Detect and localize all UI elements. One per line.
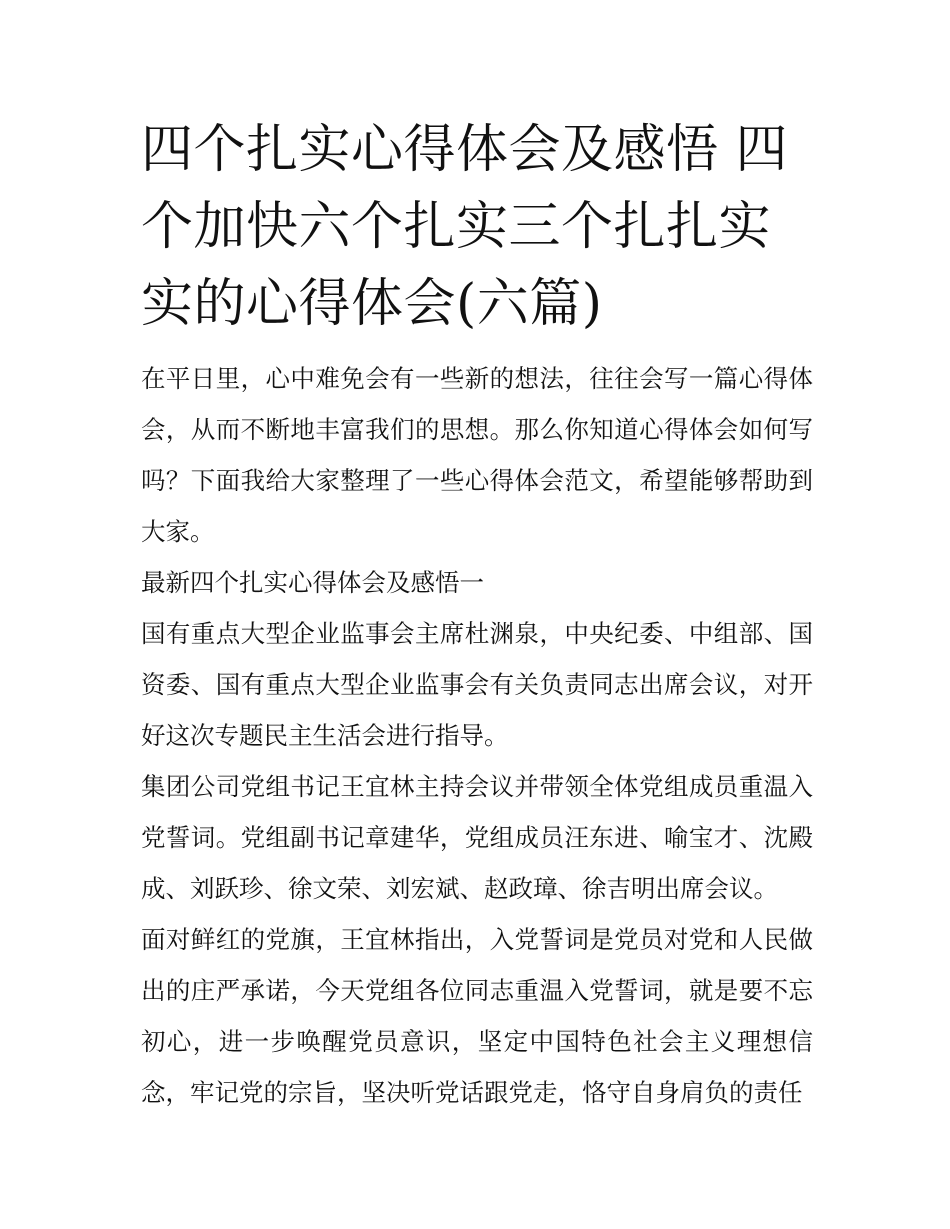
paragraph: 集团公司党组书记王宜林主持会议并带领全体党组成员重温入党誓词。党组副书记章建华，党组成员汪东进、喻宝才、沈殿成、刘跃珍、徐文荣、刘宏斌、赵政璋、徐吉明出席会议。 [141,772,813,903]
paragraph: 国有重点大型企业监事会主席杜渊泉，中央纪委、中组部、国资委、国有重点大型企业监事会有关负责同志出席会议，对开好这次专题民主生活会进行指导。 [141,619,813,750]
section-heading: 最新四个扎实心得体会及感悟一 [141,568,484,597]
document-title: 四个扎实心得体会及感悟 四个加快六个扎实三个扎扎实实的心得体会(六篇) [141,120,789,334]
paragraph: 面对鲜红的党旗，王宜林指出，入党誓词是党员对党和人民做出的庄严承诺，今天党组各位同志重温入党誓词，就是要不忘初心，进一步唤醒党员意识，坚定中国特色社会主义理想信念，牢记党的宗旨，坚决听党话跟党走，恪守自身肩负的责任 [141,925,813,1107]
document-body [141,112,813,1118]
paragraph-intro: 在平日里，心中难免会有一些新的想法，往往会写一篇心得体会，从而不断地丰富我们的思想。那么你知道心得体会如何写吗？下面我给大家整理了一些心得体会范文，希望能够帮助到大家。 [141,364,813,546]
